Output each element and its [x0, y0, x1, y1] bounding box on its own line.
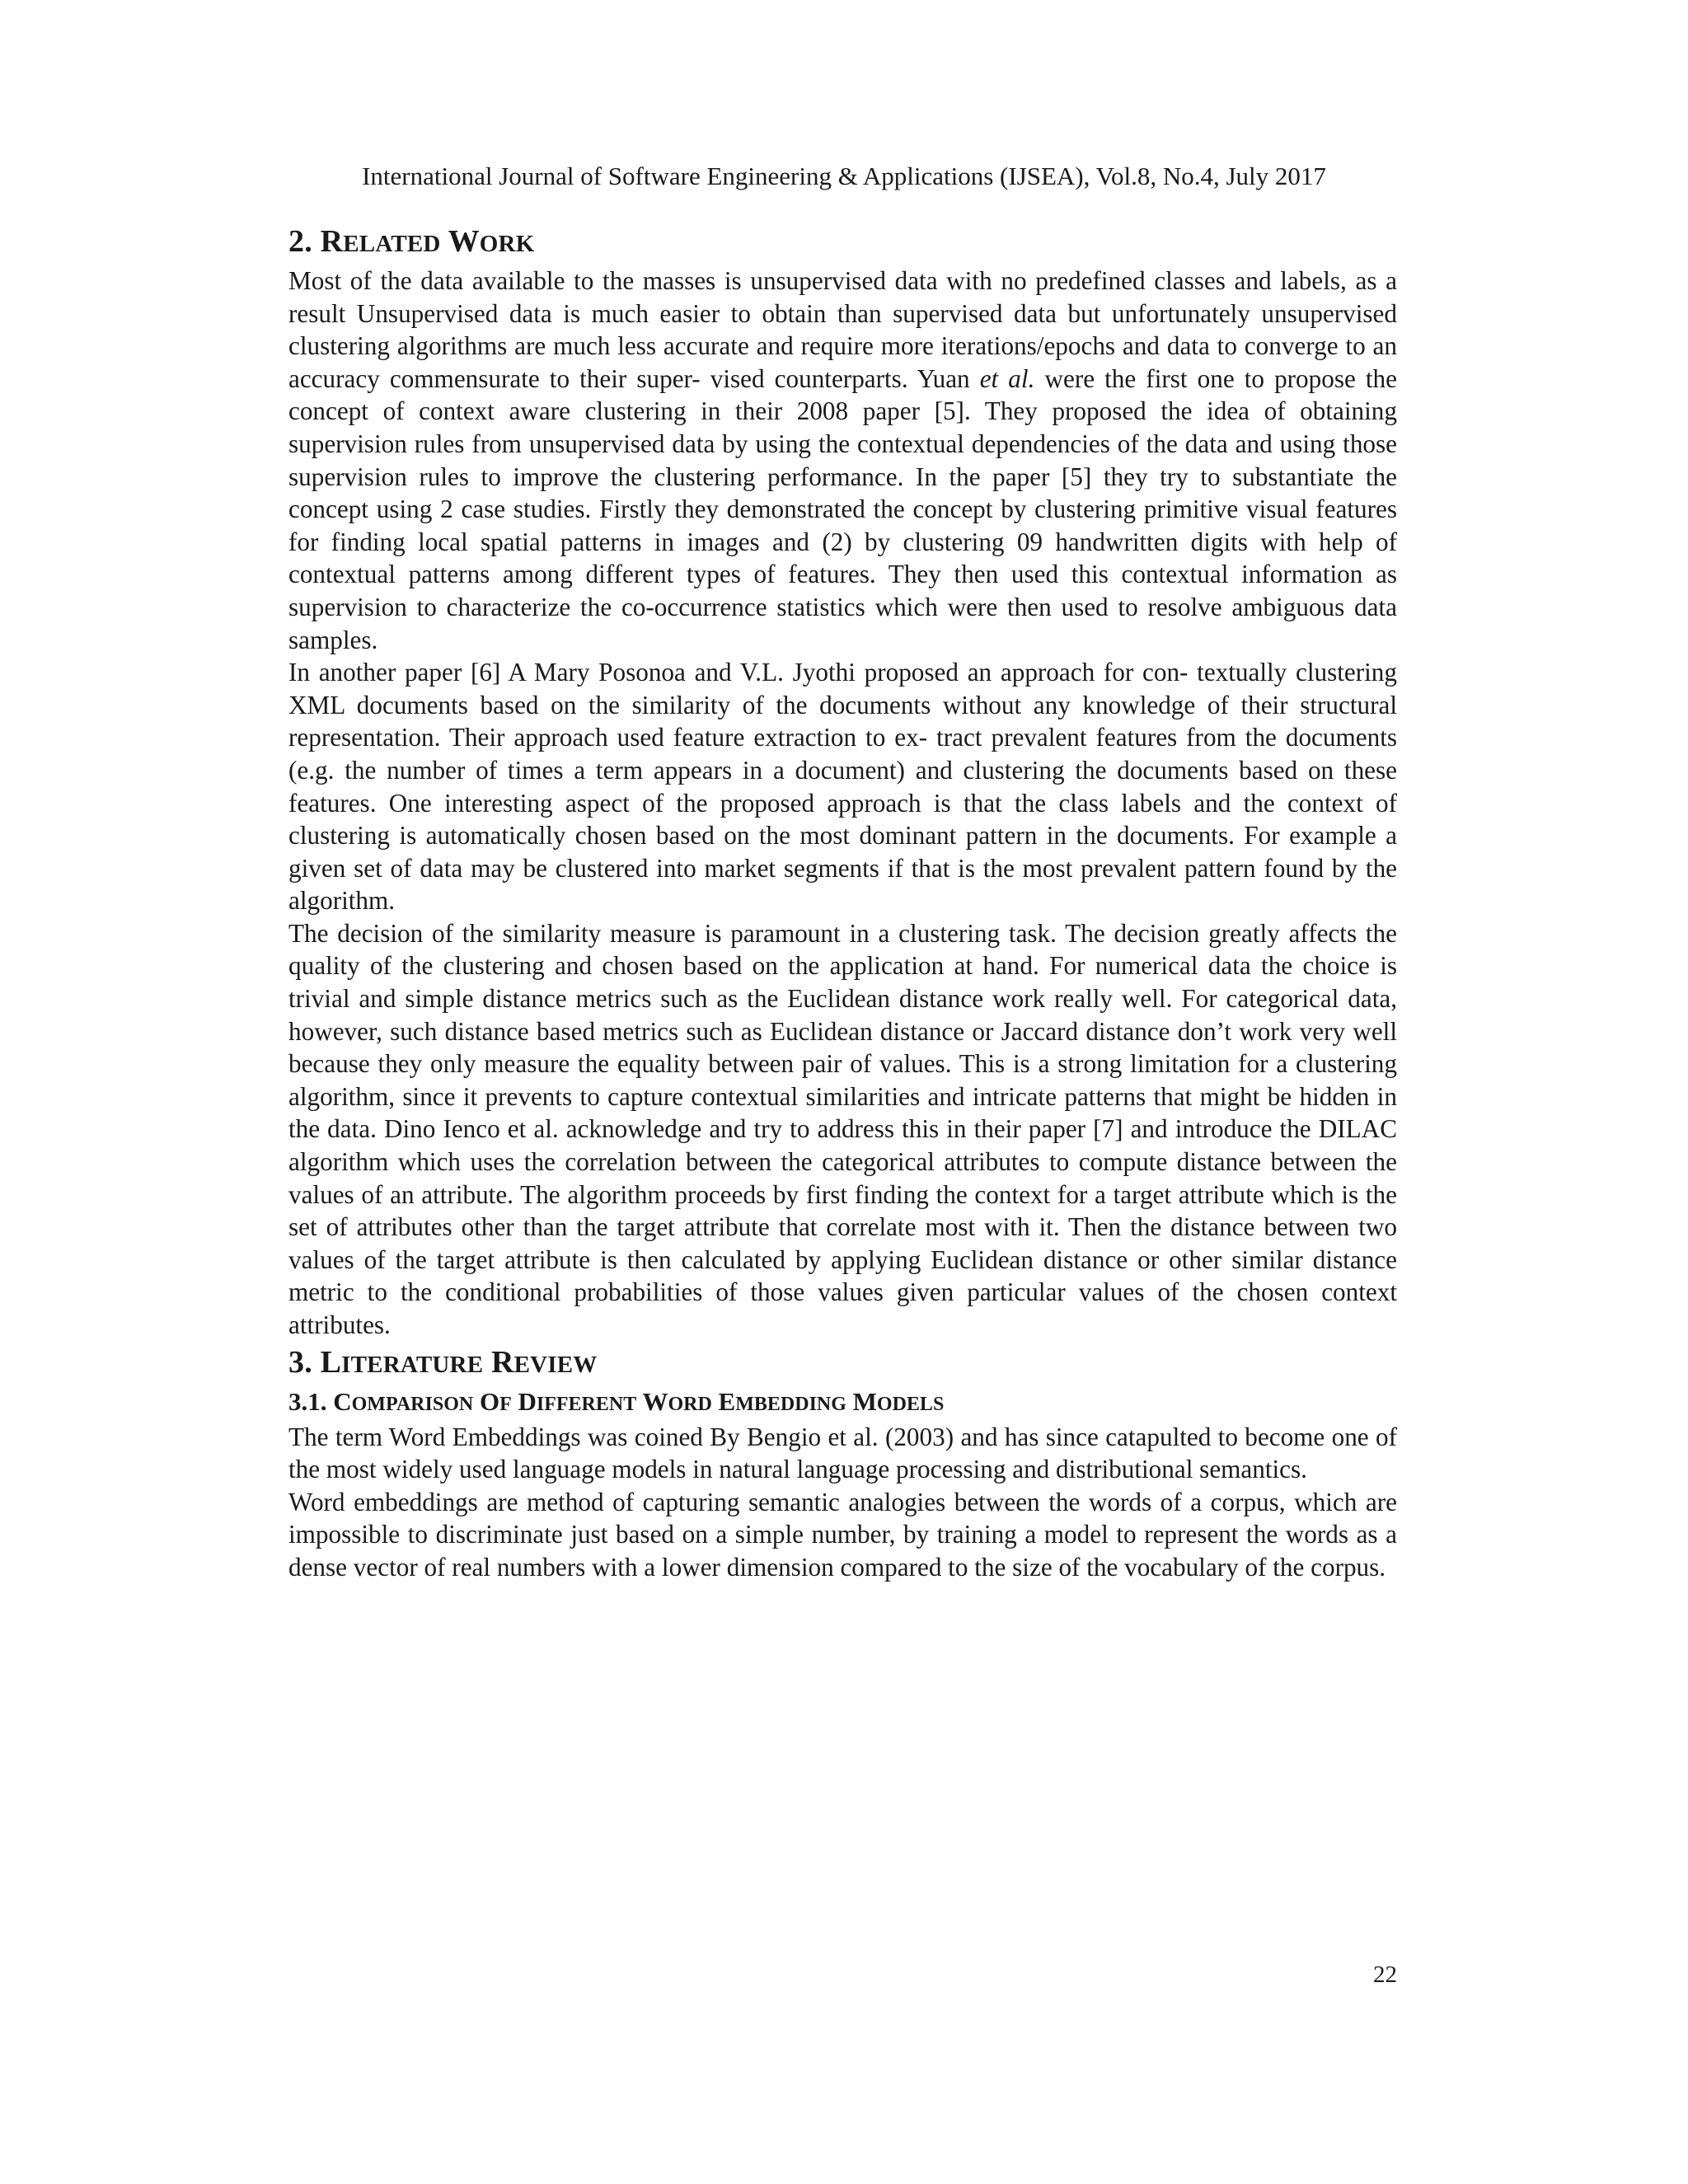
- section-heading-literature-review: 3. LITERATURE REVIEW: [288, 1344, 598, 1380]
- page-number: 22: [1373, 1961, 1397, 1988]
- section-heading-related-work: 2. RELATED WORK: [288, 224, 535, 259]
- paragraph-context-aware-clustering: Most of the data available to the masses is unsupervised data with no predefined classes and labels, as a result Unsupervised data is much easier to obtain than supervised data but unfortunately unsupervised clustering algorithms are much less accurate and require more iterations/epochs and data to converge to an accuracy commensurate to their super- vised counterparts. Yuan et al. were the first one to propose the concept of context aware clustering in their 2008 paper [5]. They proposed the idea of obtaining supervision rules from unsupervised data by using the contextual dependencies of the data and using those supervision rules to improve the clustering performance. In the paper [5] they try to substantiate the concept using 2 case studies. Firstly they demonstrated the concept by clustering primitive visual features for finding local spatial patterns in images and (2) by clustering 09 handwritten digits with help of contextual patterns among different types of features. They then used this contextual information as supervision to characterize the co-occurrence statistics which were then used to resolve ambiguous data samples.: [288, 266, 1397, 654]
- subsection-heading-word-embedding-models: 3.1. COMPARISON OF DIFFERENT WORD EMBEDDING MODELS: [288, 1386, 945, 1416]
- paragraph-word-embeddings-origin: The term Word Embeddings was coined By Bengio et al. (2003) and has since catapulted to become one of the most widely used language models in natural language processing and distributional semantics.: [288, 1422, 1397, 1484]
- section-number: 2.: [288, 224, 321, 259]
- running-header: International Journal of Software Engineering & Applications (IJSEA), Vol.8, No.4, July 2017: [362, 162, 1326, 190]
- paragraph-xml-clustering: In another paper [6] A Mary Posonoa and V.L. Jyothi proposed an approach for con- textually clustering XML documents based on the similarity of the documents without any knowledge of their structural representation. Their approach used feature extraction to ex- tract prevalent features from the documents (e.g. the number of times a term appears in a document) and clustering the documents based on these features. One interesting aspect of the proposed approach is that the class labels and the context of clustering is automatically chosen based on the most dominant pattern in the documents. For example a given set of data may be clustered into market segments if that is the most prevalent pattern found by the algorithm.: [288, 658, 1397, 916]
- paragraph-similarity-measure: The decision of the similarity measure is paramount in a clustering task. The decision greatly affects the quality of the clustering and chosen based on the application at hand. For numerical data the choice is trivial and simple distance metrics such as the Euclidean distance work really well. For categorical data, however, such distance based metrics such as Euclidean distance or Jaccard distance don’t work very well because they only measure the equality between pair of values. This is a strong limitation for a clustering algorithm, since it prevents to capture contextual similarities and intricate patterns that might be hidden in the data. Dino Ienco et al. acknowledge and try to address this in their paper [7] and introduce the DILAC algorithm which uses the correlation between the categorical attributes to compute distance between the values of an attribute. The algorithm proceeds by first finding the context for a target attribute which is the set of attributes other than the target attribute that correlate most with it. Then the distance between two values of the target attribute is then calculated by applying Euclidean distance or other similar distance metric to the conditional probabilities of those values given particular values of the chosen context attributes.: [288, 918, 1397, 1339]
- section-number: 3.: [288, 1344, 321, 1380]
- italic-et-al: et al.: [979, 363, 1035, 393]
- paragraph-word-embeddings-definition: Word embeddings are method of capturing semantic analogies between the words of a corpus, which are impossible to discriminate just based on a simple number, by training a model to represent the words as a dense vector of real numbers with a lower dimension compared to the size of the vocabulary of the corpus.: [288, 1487, 1397, 1582]
- page-body: [288, 221, 1397, 1584]
- subsection-number: 3.1.: [288, 1386, 334, 1416]
